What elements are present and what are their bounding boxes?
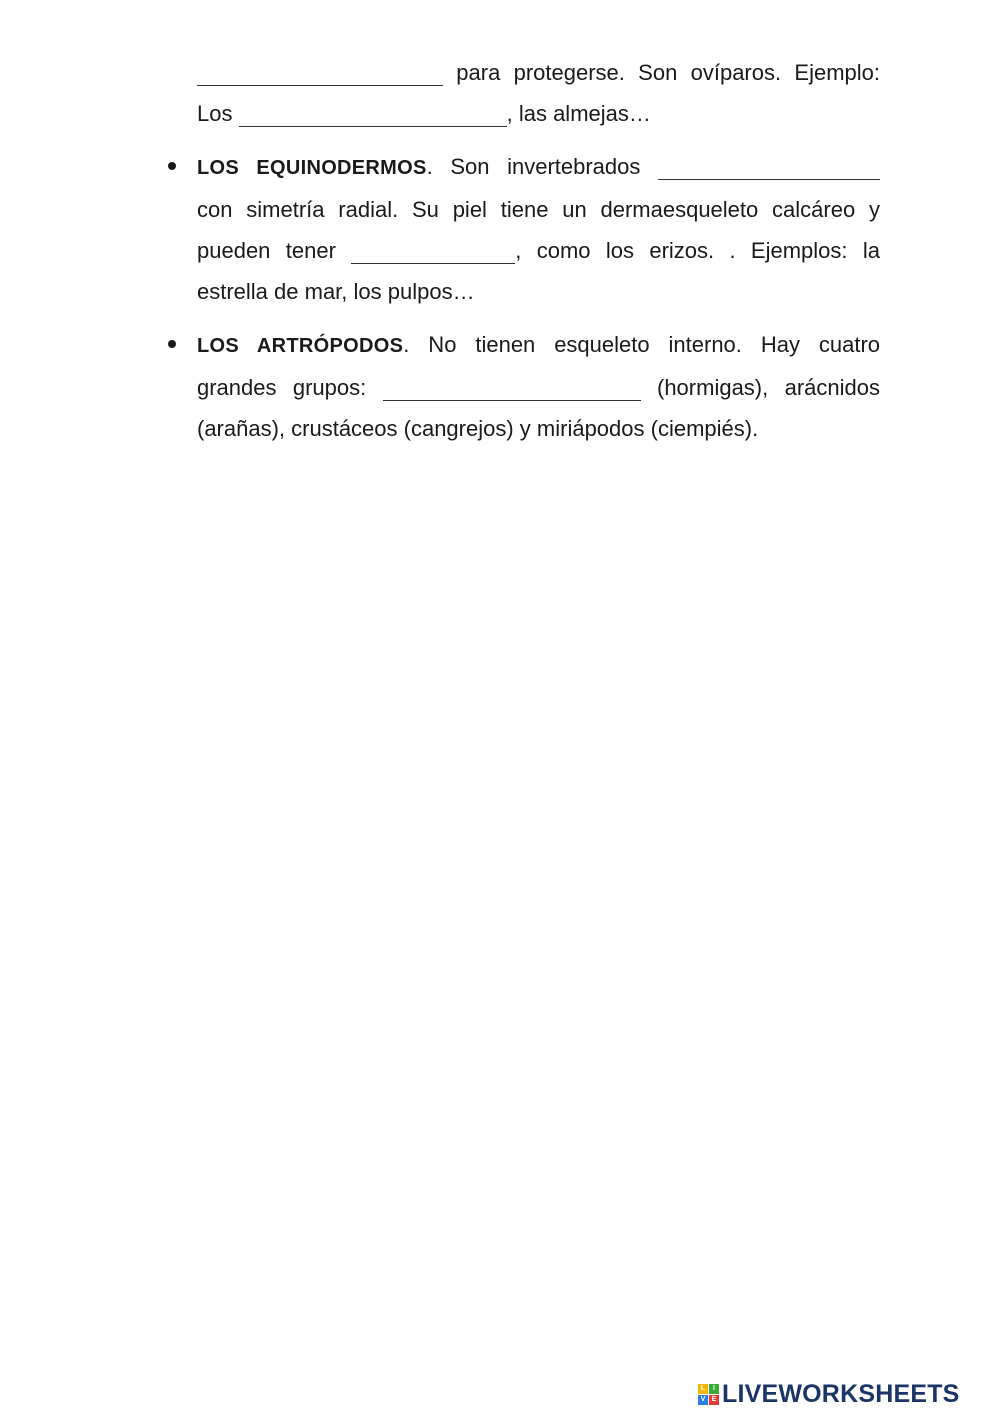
list-item-echinoderms: [197, 146, 880, 312]
para-line: estrella de mar, los pulpos…: [197, 279, 475, 304]
term-heading: LOS ARTRÓPODOS: [197, 335, 404, 357]
text-fragment: (hormigas), arácnidos: [657, 375, 880, 400]
logo-cell: L: [698, 1384, 708, 1394]
logo-cell: I: [709, 1384, 719, 1394]
answer-blank[interactable]: [658, 151, 880, 180]
text-fragment: , las almejas…: [506, 101, 651, 126]
bullet-icon: [168, 162, 176, 170]
answer-blank[interactable]: [197, 57, 443, 86]
logo-icon: [698, 1384, 719, 1405]
text-fragment: Los: [197, 101, 233, 126]
para-line: [197, 230, 880, 271]
answer-blank[interactable]: [383, 372, 641, 401]
para-line: [197, 93, 880, 134]
para-line: con simetría radial. Su piel tiene un dermaesqueleto calcáreo y: [197, 197, 880, 222]
text-fragment: pueden tener: [197, 238, 336, 263]
text-fragment: grandes grupos:: [197, 375, 367, 400]
liveworksheets-logo[interactable]: [698, 1378, 960, 1410]
logo-cell: V: [698, 1395, 708, 1405]
text-fragment: , como los erizos. . Ejemplos: la: [515, 238, 880, 263]
para-line: (arañas), crustáceos (cangrejos) y miriápodos (ciempiés).: [197, 416, 759, 441]
para-line: [197, 367, 880, 408]
text-fragment: . Son invertebrados: [426, 154, 641, 179]
para-line: [197, 52, 880, 93]
text-fragment: . No tienen esqueleto interno. Hay cuatro: [403, 332, 880, 357]
logo-text: LIVEWORKSHEETS: [722, 1379, 960, 1408]
bullet-icon: [168, 340, 176, 348]
para-line: [197, 146, 880, 189]
mollusks-continuation: [197, 52, 880, 134]
text-fragment: para protegerse. Son ovíparos. Ejemplo:: [456, 60, 880, 85]
answer-blank[interactable]: [239, 98, 507, 127]
logo-cell: E: [709, 1395, 719, 1405]
list-item-arthropods: [197, 324, 880, 449]
worksheet-content: [197, 52, 880, 449]
term-heading: LOS EQUINODERMOS: [197, 157, 427, 179]
answer-blank[interactable]: [351, 235, 515, 264]
para-line: [197, 324, 880, 367]
